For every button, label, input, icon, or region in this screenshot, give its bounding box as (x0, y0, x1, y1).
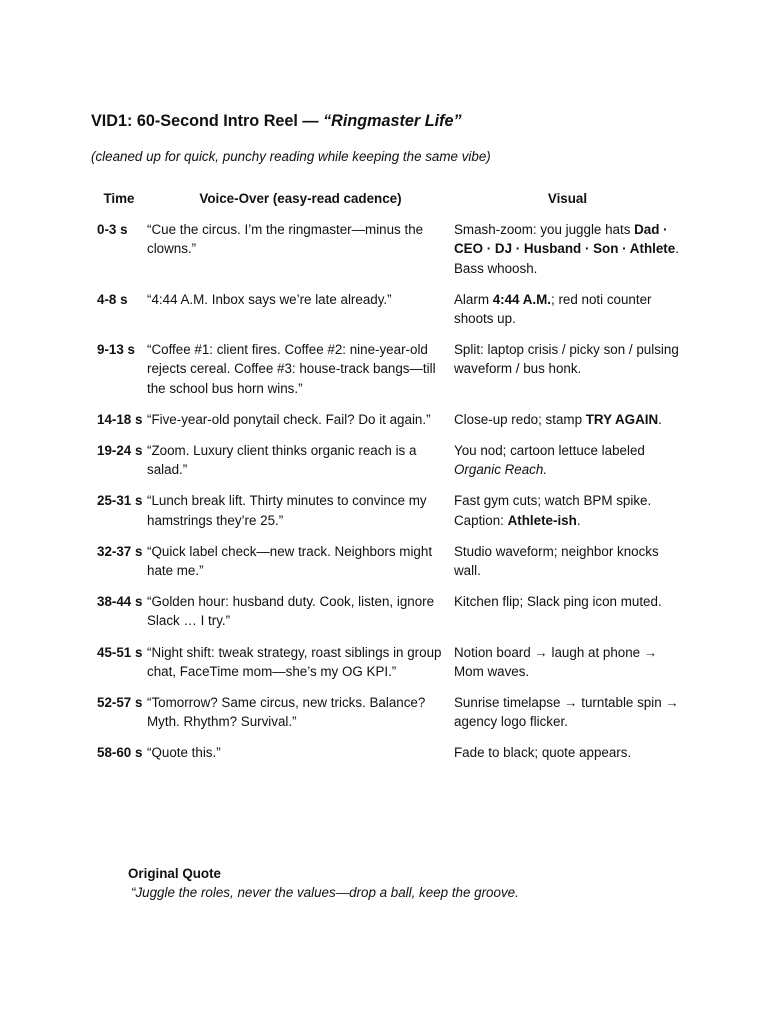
visual-text-segment: Studio waveform; neighbor knocks wall. (454, 543, 659, 579)
table-row (91, 491, 681, 541)
row-time: 32-37 s (97, 543, 143, 559)
visual-text-segment: Smash-zoom: you juggle hats (454, 222, 635, 238)
column-header-voiceover: Voice-Over (easy-read cadence) (199, 191, 402, 206)
row-voiceover: “Five-year-old ponytail check. Fail? Do it again.” (147, 411, 431, 427)
visual-text-segment: Close-up redo; stamp (454, 411, 586, 427)
visual-text-segment: . (658, 411, 662, 427)
row-visual (454, 340, 681, 410)
document-title (91, 110, 462, 132)
row-voiceover: “Coffee #1: client fires. Coffee #2: nine-year-old rejects cereal. Coffee #3: house-track bangs—till the school bus horn wins.” (147, 342, 436, 396)
table-row (91, 410, 681, 441)
row-visual (454, 220, 681, 290)
row-time: 52-57 s (97, 695, 143, 711)
row-time: 58-60 s (97, 745, 143, 761)
visual-text-segment: ; red noti counter shoots up. (454, 291, 652, 327)
quote-text: “Juggle the roles, never the values—drop a ball, keep the groove. (131, 885, 519, 900)
table-body (91, 220, 681, 774)
row-time: 0-3 s (97, 222, 128, 238)
visual-text-segment: Alarm (454, 291, 493, 307)
row-time: 4-8 s (97, 291, 128, 307)
quote-heading: Original Quote (128, 866, 221, 881)
visual-text-segment: . (576, 512, 581, 528)
row-time: 25-31 s (97, 493, 143, 509)
row-voiceover: “4:44 A.M. Inbox says we’re late already.” (147, 291, 392, 307)
row-voiceover: “Quote this.” (147, 745, 221, 761)
row-visual (454, 410, 681, 441)
row-voiceover: “Tomorrow? Same circus, new tricks. Balance? Myth. Rhythm? Survival.” (147, 695, 426, 730)
visual-text-segment: Sunrise timelapse → turntable spin → agency logo flicker. (454, 695, 679, 730)
table-row (91, 743, 681, 774)
row-visual (454, 743, 681, 774)
row-visual (454, 491, 681, 541)
document-subtitle: (cleaned up for quick, punchy reading while keeping the same vibe) (91, 149, 491, 164)
row-voiceover: “Lunch break lift. Thirty minutes to convince my hamstrings they’re 25.” (147, 493, 427, 528)
visual-text-segment: . Bass whoosh. (454, 241, 679, 276)
table-row (91, 220, 681, 290)
row-voiceover: “Cue the circus. I’m the ringmaster—minus the clowns.” (147, 222, 424, 257)
table-row (91, 290, 681, 340)
row-visual (454, 693, 681, 743)
row-time: 45-51 s (97, 644, 143, 660)
visual-text-segment: 4:44 A.M. (492, 291, 551, 307)
row-visual (454, 542, 681, 592)
row-voiceover: “Golden hour: husband duty. Cook, listen, ignore Slack … I try.” (147, 594, 435, 629)
row-time: 19-24 s (97, 443, 143, 459)
table-row (91, 693, 681, 743)
row-visual (454, 290, 681, 340)
visual-text-segment: You nod; cartoon lettuce labeled (454, 443, 645, 459)
visual-text-segment: Dad · CEO · DJ · Husband · Son · Athlete (454, 222, 676, 257)
visual-text-segment: Fast gym cuts; watch BPM spike. Caption: (454, 493, 652, 528)
visual-text-segment: Organic Reach. (454, 462, 548, 478)
row-visual (454, 592, 681, 642)
table-row (91, 643, 681, 693)
row-voiceover: “Zoom. Luxury client thinks organic reach is a salad.” (147, 443, 417, 478)
column-header-visual: Visual (547, 191, 588, 206)
visual-text-segment: Kitchen flip; Slack ping icon muted. (454, 594, 662, 610)
table-row (91, 542, 681, 592)
visual-text-segment: Split: laptop crisis / picky son / pulsing waveform / bus honk. (454, 342, 679, 377)
visual-text-segment: TRY AGAIN (585, 411, 659, 427)
script-table (91, 184, 681, 775)
column-header-time: Time (103, 191, 135, 206)
row-visual (454, 643, 681, 693)
row-time: 38-44 s (97, 594, 143, 610)
visual-text-segment: Athlete-ish (507, 512, 577, 528)
row-voiceover: “Quick label check—new track. Neighbors might hate me.” (147, 543, 433, 579)
row-time: 14-18 s (97, 411, 143, 427)
row-time: 9-13 s (97, 342, 135, 358)
table-row (91, 340, 681, 410)
visual-text-segment: Fade to black; quote appears. (454, 745, 632, 761)
row-visual (454, 441, 681, 491)
table-header-row (91, 184, 681, 220)
title-text: VID1: 60-Second Intro Reel — (91, 112, 319, 130)
table-row (91, 592, 681, 642)
table-row (91, 441, 681, 491)
title-italic-text: “Ringmaster Life” (323, 112, 462, 130)
visual-text-segment: Notion board → laugh at phone → Mom waves. (454, 644, 658, 679)
row-voiceover: “Night shift: tweak strategy, roast siblings in group chat, FaceTime mom—she’s my OG KPI.” (147, 644, 442, 679)
